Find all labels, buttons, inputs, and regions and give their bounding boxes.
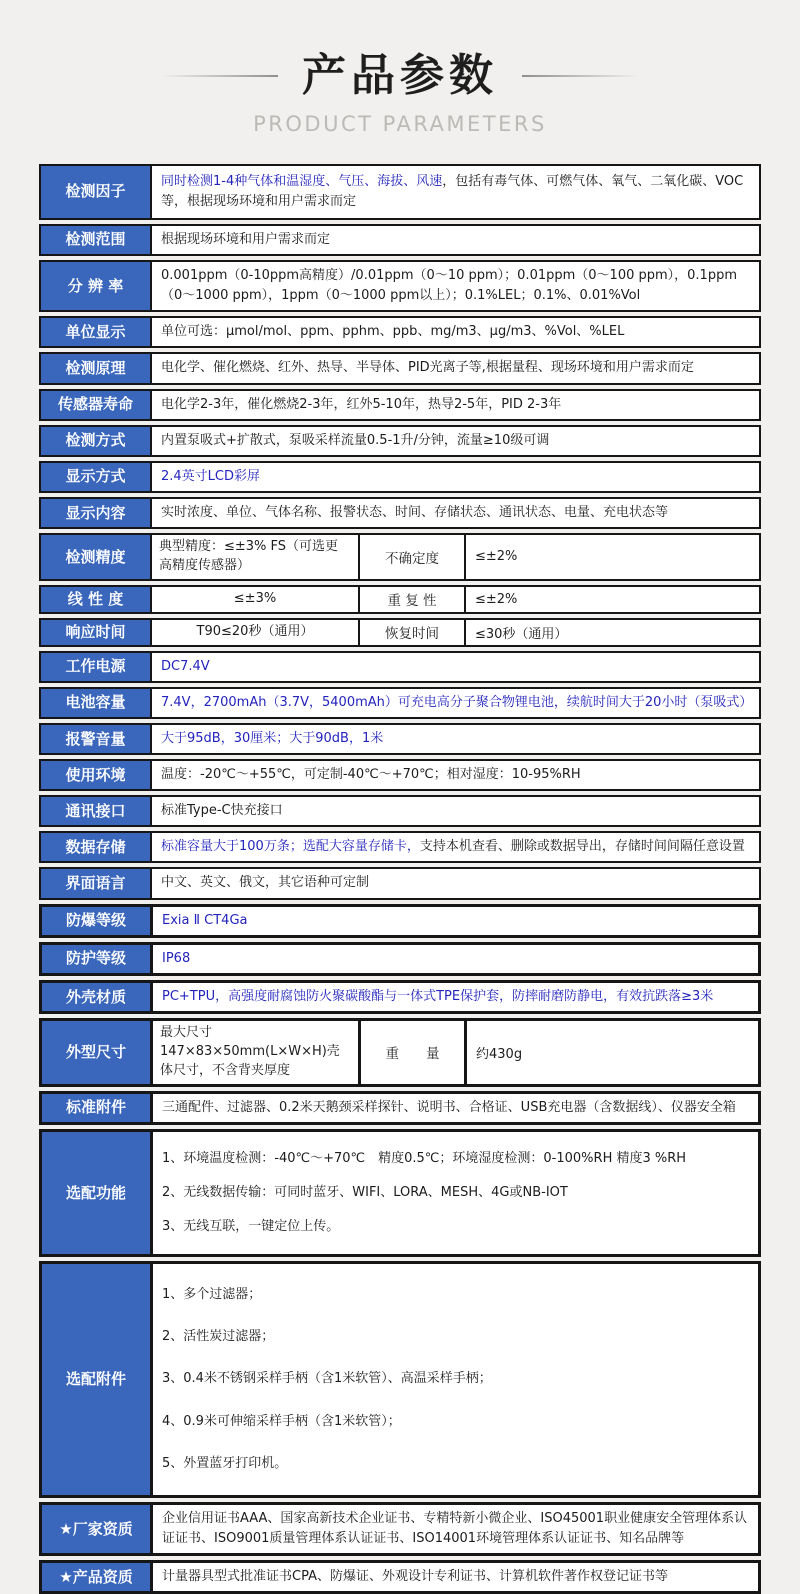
list-item: 4、0.9米可伸缩采样手柄（含1米软管）； bbox=[162, 1413, 401, 1429]
spec-row-resolution bbox=[39, 260, 761, 312]
row-value: 最大尺寸147×83×50mm(L×W×H)壳体尺寸，不含背夹厚度 bbox=[153, 1021, 361, 1084]
spec-row-alarm-volume bbox=[39, 723, 761, 755]
row-value: 典型精度：≤±3% FS（可选更高精度传感器） bbox=[152, 535, 360, 579]
row-label: 标准附件 bbox=[42, 1094, 153, 1122]
row-label: 显示内容 bbox=[41, 499, 152, 527]
row-value: 单位可选：μmol/mol、ppm、pphm、ppb、mg/m3、μg/m3、%Vol、%LEL bbox=[161, 324, 625, 340]
row-value: 企业信用证书AAA、国家高新技术企业证书、专精特新小微企业、ISO45001职业健康安全管理体系认证证书、ISO9001质量管理体系认证证书、ISO14001环境管理体系认证证书、知名品牌等 bbox=[162, 1510, 748, 1546]
list-item: 1、环境温度检测：-40℃～+70℃ 精度0.5℃；环境湿度检测：0-100%RH 精度3 %RH bbox=[162, 1150, 687, 1166]
list-item: 5、外置蓝牙打印机。 bbox=[162, 1455, 288, 1471]
sub-value: ≤30秒（通用） bbox=[475, 626, 568, 642]
product-spec-table bbox=[39, 164, 761, 1594]
spec-row-dimensions bbox=[39, 1018, 761, 1087]
row-value: 2.4英寸LCD彩屏 bbox=[161, 468, 261, 484]
list-item: 1、多个过滤器； bbox=[162, 1287, 262, 1303]
row-value: 计量器具型式批准证书CPA、防爆证、外观设计专利证书、计算机软件著作权登记证书等 bbox=[162, 1569, 668, 1585]
row-value bbox=[153, 1264, 758, 1495]
row-label: ★厂家资质 bbox=[42, 1505, 153, 1553]
row-label: 工作电源 bbox=[41, 653, 152, 681]
sub-label: 不确定度 bbox=[360, 535, 466, 579]
row-value: 7.4V，2700mAh（3.7V，5400mAh）可充电高分子聚合物锂电池，续航时间大于20小时（泵吸式） bbox=[161, 694, 753, 710]
row-label: 线 性 度 bbox=[41, 587, 152, 612]
spec-row-data-storage bbox=[39, 831, 761, 863]
list-item: 2、无线数据传输：可同时蓝牙、WIFI、LORA、MESH、4G或NB-IOT bbox=[162, 1184, 568, 1200]
row-value: 电化学、催化燃烧、红外、热导、半导体、PID光离子等,根据量程、现场环境和用户需求而定 bbox=[161, 360, 694, 376]
page-title: 产品参数 bbox=[302, 50, 498, 101]
spec-row-factory-certifications bbox=[39, 1502, 761, 1556]
row-value: 温度：-20℃～+55℃，可定制-40℃～+70℃；相对湿度：10-95%RH bbox=[161, 767, 581, 783]
highlight-text: 同时检测1-4种气体和温湿度、气压、海拔、风速 bbox=[161, 173, 443, 189]
spec-row-language bbox=[39, 867, 761, 899]
sub-value: ≤±2% bbox=[475, 591, 518, 607]
list-item: 3、无线互联，一键定位上传。 bbox=[162, 1218, 340, 1234]
row-label: 响应时间 bbox=[41, 620, 152, 645]
row-value: T90≤20秒（通用） bbox=[152, 620, 360, 645]
highlight-text: 标准容量大于100万条；选配大容量存储卡， bbox=[161, 839, 420, 855]
row-label: 选配功能 bbox=[42, 1132, 153, 1254]
row-label: 检测因子 bbox=[41, 166, 152, 218]
spec-row-battery bbox=[39, 687, 761, 719]
row-label: 选配附件 bbox=[42, 1264, 153, 1495]
row-label: 检测精度 bbox=[41, 535, 152, 579]
spec-row-display-type bbox=[39, 461, 761, 493]
row-label: 报警音量 bbox=[41, 725, 152, 753]
row-label: 检测原理 bbox=[41, 354, 152, 382]
row-label: 传感器寿命 bbox=[41, 391, 152, 419]
row-label: 检测方式 bbox=[41, 427, 152, 455]
row-value: PC+TPU，高强度耐腐蚀防火聚碳酸酯与一体式TPE保护套，防摔耐磨防静电，有效抗跌落≥3米 bbox=[162, 988, 714, 1004]
spec-row-accuracy bbox=[39, 533, 761, 581]
row-label: 防爆等级 bbox=[42, 907, 153, 935]
spec-row-detection-range bbox=[39, 224, 761, 256]
spec-row-shell-material bbox=[39, 980, 761, 1014]
title-decor-line-left bbox=[160, 75, 278, 77]
spec-row-product-certifications bbox=[39, 1560, 761, 1594]
list-item: 3、0.4米不锈钢采样手柄（含1米软管）、高温采样手柄； bbox=[162, 1371, 492, 1387]
row-value: 三通配件、过滤器、0.2米天鹅颈采样探针、说明书、合格证、USB充电器（含数据线）、仪器安全箱 bbox=[162, 1099, 736, 1115]
row-value: 根据现场环境和用户需求而定 bbox=[161, 231, 331, 247]
row-label: ★产品资质 bbox=[42, 1563, 153, 1591]
spec-row-linearity bbox=[39, 585, 761, 614]
row-label: 防护等级 bbox=[42, 945, 153, 973]
spec-row-detection-factor bbox=[39, 164, 761, 220]
sub-label: 恢复时间 bbox=[360, 620, 466, 645]
row-value bbox=[152, 833, 759, 861]
row-value: 电化学2-3年，催化燃烧2-3年，红外5-10年，热导2-5年，PID 2-3年 bbox=[161, 396, 562, 412]
spec-row-optional-functions bbox=[39, 1129, 761, 1257]
page-subtitle: PRODUCT PARAMETERS bbox=[253, 111, 547, 136]
row-value bbox=[152, 166, 759, 218]
spec-row-protection-grade bbox=[39, 942, 761, 976]
spec-row-comm-interface bbox=[39, 795, 761, 827]
row-label: 外型尺寸 bbox=[42, 1021, 153, 1084]
row-value: DC7.4V bbox=[161, 658, 210, 674]
spec-row-explosion-grade bbox=[39, 904, 761, 938]
row-value: 实时浓度、单位、气体名称、报警状态、时间、存储状态、通讯状态、电量、充电状态等 bbox=[161, 504, 669, 520]
row-label: 单位显示 bbox=[41, 318, 152, 346]
row-value: 标准Type-C快充接口 bbox=[161, 803, 283, 819]
row-value: ≤±3% bbox=[152, 587, 360, 612]
row-label: 通讯接口 bbox=[41, 797, 152, 825]
title-decor-line-right bbox=[522, 75, 640, 77]
spec-row-display-content bbox=[39, 497, 761, 529]
spec-row-detection-principle bbox=[39, 352, 761, 384]
sub-label: 重 复 性 bbox=[360, 587, 466, 612]
row-value: 0.001ppm（0-10ppm高精度）/0.01ppm（0～10 ppm）；0.01ppm（0～100 ppm），0.1ppm（0～1000 ppm），1ppm（0～1000 ppm以上）；0.1%LEL；0.1%、0.01%Vol bbox=[161, 267, 737, 304]
row-value: 大于95dB，30厘米；大于90dB，1米 bbox=[161, 730, 384, 746]
spec-row-response-time bbox=[39, 618, 761, 647]
spec-row-unit-display bbox=[39, 316, 761, 348]
row-label: 界面语言 bbox=[41, 869, 152, 897]
spec-row-detection-method bbox=[39, 425, 761, 457]
row-label: 使用环境 bbox=[41, 761, 152, 789]
spec-row-optional-accessories bbox=[39, 1261, 761, 1498]
row-label: 分 辨 率 bbox=[41, 262, 152, 310]
spec-row-standard-accessories bbox=[39, 1091, 761, 1125]
row-value bbox=[153, 1132, 758, 1254]
title-row bbox=[0, 50, 800, 103]
row-label: 电池容量 bbox=[41, 689, 152, 717]
row-label: 显示方式 bbox=[41, 463, 152, 491]
sub-value: 约430g bbox=[476, 1046, 523, 1062]
row-value: Exia Ⅱ CT4Ga bbox=[162, 912, 248, 928]
row-value: 内置泵吸式+扩散式，泵吸采样流量0.5-1升/分钟，流量≥10级可调 bbox=[161, 432, 550, 448]
page-header bbox=[0, 0, 800, 136]
row-label: 外壳材质 bbox=[42, 983, 153, 1011]
list-item: 2、活性炭过滤器； bbox=[162, 1329, 275, 1345]
row-label: 检测范围 bbox=[41, 226, 152, 254]
spec-row-power bbox=[39, 651, 761, 683]
plain-text: 支持本机查看、删除或数据导出，存储时间间隔任意设置 bbox=[419, 839, 745, 855]
spec-row-environment bbox=[39, 759, 761, 791]
row-value: 中文、英文、俄文，其它语种可定制 bbox=[161, 875, 370, 891]
row-label: 数据存储 bbox=[41, 833, 152, 861]
row-value: IP68 bbox=[162, 950, 191, 966]
sub-label: 重 量 bbox=[361, 1021, 467, 1084]
spec-row-sensor-life bbox=[39, 389, 761, 421]
sub-value: ≤±2% bbox=[475, 549, 518, 565]
plain-text: ，包括有毒气体、可燃气体、氧气、二氧化碳、VOC等，根据现场环境和用户需求而定 bbox=[161, 173, 744, 209]
